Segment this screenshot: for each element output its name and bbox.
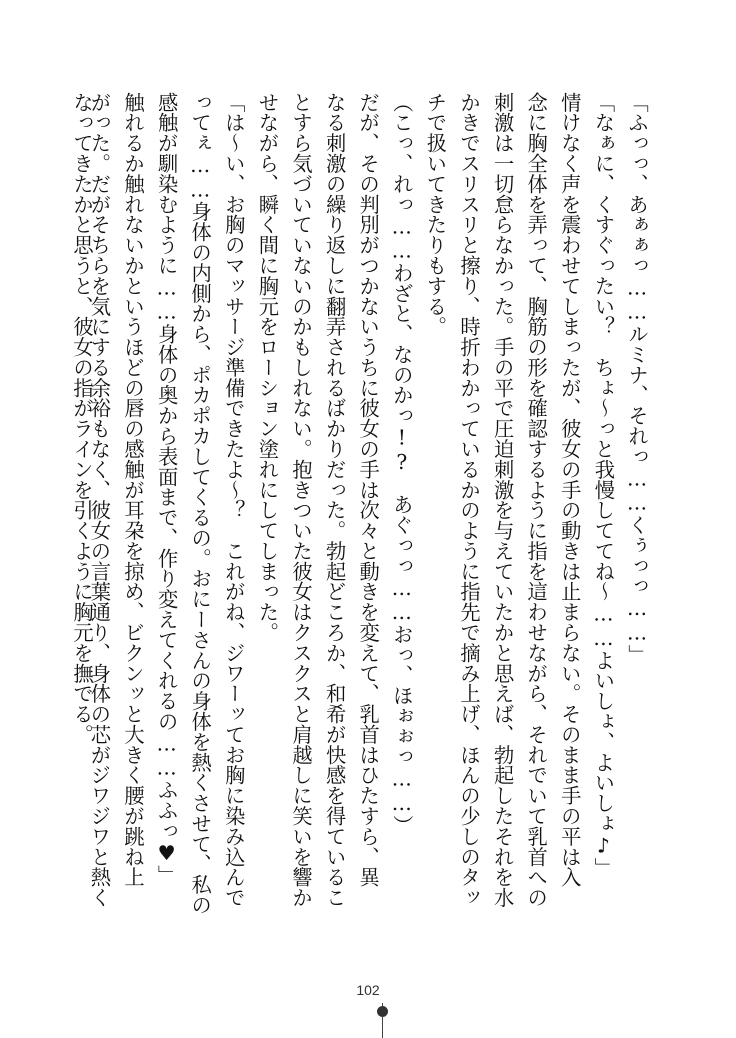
text-column: 「なぁに、くすぐったい？ ちょ～っと我慢しててね～……よいしょ、よいしょ♪」 [591,92,616,878]
text-column: チで扱いてきたりもする。 [423,92,448,337]
text-column: ってぇ……身体の内側から、ポカポカしてくるの。おにーさんの身体を熱くさせて、私の [188,92,213,916]
text-column: がった。だがそちらを気にする余裕もなく、彼女の言葉通り、身体の芯がジワジワと熱く [87,92,112,908]
page-marker-dot [377,1006,388,1017]
text-column: とすら気づいていないのかもしれない。抱きついた彼女はクスクスと肩越しに笑いを響か [289,92,313,908]
text-column: せながら、瞬く間に胸元をローション塗れにしてしまった。 [255,92,280,643]
page-number: 102 [356,982,380,998]
text-column: なってきたかと思うと、彼女の指がラインを引くように胸元を撫でる。 [70,92,94,745]
text-column: 触れるか触れないかというほどの唇の感触が耳朶を掠め、ビクンッと大きく腰が跳ね上 [121,92,145,888]
text-column: 念に胸全体を弄って、胸筋の形を確認するように指を這わせながら、それでいて乳首への [524,92,549,908]
text-column: かきでスリスリと擦り、時折わかっているかのように指先で摘み上げ、ほんの少しのタッ [457,92,481,908]
text-column: 「ふっっ、あぁぁっ……ルミナ、それっ……くぅっっ……」 [625,92,649,665]
vertical-text-block [68,92,650,952]
text-column: 感触が馴染むように……身体の奥から表面まで、作り変えてくれるの……ふふっ♥」 [154,92,179,886]
text-column: なる刺激の繰り返しに翻弄されるばかりだった。勃起どころか、和希が快感を得ているこ [322,92,347,908]
text-column: 情けなく声を震わせてしまったが、彼女の手の動きは止まらない。そのまま手の平は入 [557,92,582,888]
text-column: 「は～い、お胸のマッサージ準備できたよ～？ これがね、ジワーッてお胸に染み込んで [221,92,246,908]
text-column: （こっ、れっ……わざと、なのかっ!? あぐっっ……おっ、ほぉぉっ……） [389,92,414,836]
text-column: だが、その判別がつかないうちに彼女の手は次々と動きを変えて、乳首はひたすら、異 [356,92,381,888]
text-column: 刺激は一切怠らなかった。手の平で圧迫刺激を与えていたかと思えば、勃起したそれを水 [490,92,515,908]
